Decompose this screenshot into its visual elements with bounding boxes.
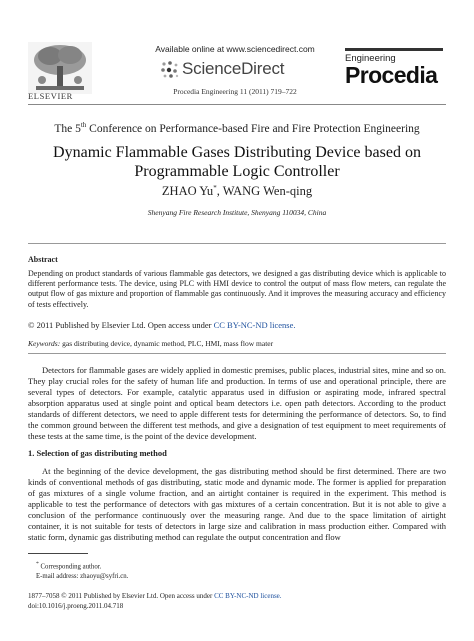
procedia-engineering-logo [345,48,443,94]
corresponding-author-text: Corresponding author. [38,563,102,571]
corresponding-mark: * [213,184,217,192]
keywords-label: Keywords: [28,339,61,348]
author-rest: , WANG Wen-qing [216,184,313,199]
footnote [36,560,336,581]
procedia-wordmark: Procedia [345,62,438,88]
keywords-line [28,339,446,348]
section-paragraph: At the beginning of the device development, the gas distributing method should be first determined. There are two kinds of conventional methods of gas distributing, static mode and dynamic mode. The former is applied for preparation of gas mixtures of a single volume fraction, and an airtight container is required in the experiment. This method is applicable to test the performance of detectors with gas mixtures of a certain concentration. But it is not able to give a conclusion of the performance continuously over the measuring range. And due to the space limitation of airtight container, it is not suitable for tests of detectors in large size and calibration in mass production either. Compared with static form, dynamic gas distributing method can regulate the output concentration and flow [28,466,446,542]
keywords-text: gas distributing device, dynamic method, PLC, HMI, mass flow mater [60,339,274,348]
footer-license-link[interactable]: CC BY-NC-ND license. [214,592,282,600]
elsevier-tree-icon [28,42,92,94]
author-1: ZHAO Yu [161,184,214,199]
available-online-text: Available online at www.sciencedirect.com [155,44,315,54]
footnote-rule [28,553,88,554]
divider [28,353,446,354]
footer [28,592,446,611]
copyright-text: © 2011 Published by Elsevier Ltd. Open access under [28,320,214,330]
email-address: E-mail address: zhaoyu@syfri.cn. [36,572,129,580]
logo-rule [345,48,443,51]
engineering-label: Engineering [345,53,396,64]
intro-paragraph: Detectors for flammable gases are widely applied in domestic premises, public places, industrial sites, mine and so on. They play crucial roles for the safety of human life and production. In terms of use and operational principle, there are several types of detectors. For example, catalytic apparatus used in diffusion or aspirating mode, infrared spectral absorption apparatus used at single point and optical beam detectors i.e. open path detectors. According to the product standards of different detectors, we need to apple different tests for determining the performance of detectors. So, to find the common ground between the different test methods, and give a designation of test equipment to meet requirements of these tests at the same time, is the point of the device development. [28,365,446,441]
sciencedirect-dots-icon [160,60,180,80]
license-link[interactable]: CC BY-NC-ND license. [213,320,296,330]
abstract-text: Depending on product standards of various flammable gas detectors, we designed a gas distributing device which is applicable to different performance tests. The device, using PLC with HMI device to control the output of mass flow meters, can regulate the output flow of gas mixture and proportion of flammable gas continuously. And it improves the measuring accuracy and efficiency of tests effectively. [28,269,446,309]
divider [28,243,446,244]
author-list [28,184,446,199]
copyright-line [28,320,446,330]
publisher-name: ELSEVIER [28,91,73,101]
abstract-heading: Abstract [28,255,58,264]
footnote-mark: * [36,561,39,567]
conference-superscript: th [80,121,87,129]
doi-line: doi:10.1016/j.proeng.2011.04.718 [28,601,124,610]
conference-suffix: Conference on Performance-based Fire and Fire Protection Engineering [86,122,420,135]
issn-text: 1877–7058 © 2011 Published by Elsevier Ltd. Open access under [28,592,215,600]
conference-name [28,121,446,135]
sciencedirect-logo [160,58,310,82]
issn-line [28,592,446,602]
affiliation: Shenyang Fire Research Institute, Shenyang 110034, China [147,208,327,217]
paper-title: Dynamic Flammable Gases Distributing Device based on Programmable Logic Controller [53,144,421,180]
sciencedirect-wordmark: ScienceDirect [182,59,285,78]
corresponding-author-note [36,560,336,572]
header-divider [28,104,446,105]
conference-prefix: The 5 [54,122,81,135]
section-heading: 1. Selection of gas distributing method [28,448,167,458]
journal-citation: Procedia Engineering 11 (2011) 719–722 [173,87,297,96]
